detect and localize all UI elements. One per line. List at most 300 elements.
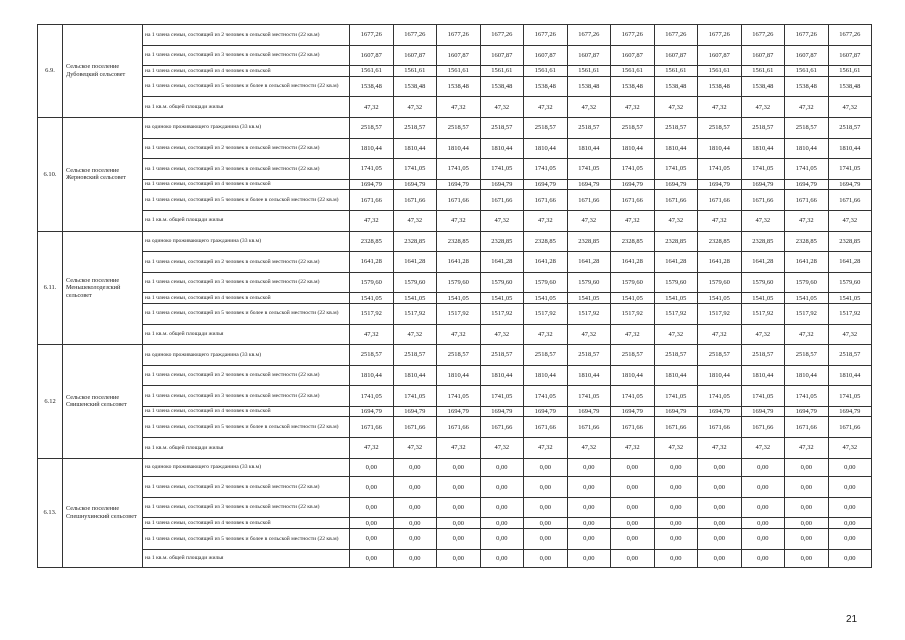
value-cell: 1671,66 (741, 190, 785, 211)
value-cell: 47,32 (654, 210, 698, 231)
settlement-name: Сельское поселение Жерновский сельсовет (63, 117, 143, 231)
value-cell: 0,00 (698, 497, 742, 518)
section-number: 6.11. (38, 231, 63, 345)
value-cell: 47,32 (437, 324, 481, 345)
table-row (38, 549, 872, 568)
value-cell: 1561,61 (350, 66, 394, 77)
value-cell: 1641,28 (567, 252, 611, 273)
value-cell: 1541,05 (437, 293, 481, 304)
value-cell: 1641,28 (524, 252, 568, 273)
value-cell: 47,32 (698, 210, 742, 231)
value-cell: 47,32 (524, 438, 568, 459)
value-cell: 47,32 (567, 324, 611, 345)
value-cell: 0,00 (785, 529, 829, 550)
row-description: на одиноко проживающего гражданина (33 кв.м) (143, 458, 350, 477)
table-row (38, 438, 872, 459)
rates-table (37, 24, 872, 568)
value-cell: 47,32 (567, 438, 611, 459)
value-cell: 47,32 (654, 324, 698, 345)
value-cell: 1579,60 (828, 272, 872, 293)
value-cell: 1607,87 (654, 45, 698, 66)
value-cell: 1538,48 (654, 76, 698, 97)
row-description: на 1 члена семьи, состоящей из 3 человек в сельской местности (22 кв.м) (143, 45, 350, 66)
value-cell: 1641,28 (785, 252, 829, 273)
value-cell: 47,32 (437, 210, 481, 231)
value-cell: 1541,05 (393, 293, 437, 304)
value-cell: 0,00 (437, 518, 481, 529)
value-cell: 47,32 (741, 97, 785, 118)
value-cell: 0,00 (567, 529, 611, 550)
row-description: на 1 члена семьи, состоящей из 4 человек в сельской (143, 179, 350, 190)
table-row (38, 518, 872, 529)
row-description: на 1 члена семьи, состоящей из 5 человек и более в сельской местности (22 кв.м) (143, 529, 350, 550)
value-cell: 1741,05 (480, 386, 524, 407)
row-description: на 1 члена семьи, состоящей из 2 человек в сельской местности (22 кв.м) (143, 365, 350, 386)
row-description: на 1 члена семьи, состоящей из 5 человек и более в сельской местности (22 кв.м) (143, 303, 350, 324)
value-cell: 2518,57 (350, 117, 394, 138)
value-cell: 47,32 (567, 210, 611, 231)
value-cell: 1671,66 (611, 190, 655, 211)
table-row (38, 293, 872, 304)
value-cell: 1579,60 (350, 272, 394, 293)
page-number: 21 (846, 614, 858, 625)
value-cell: 1671,66 (524, 417, 568, 438)
value-cell: 1741,05 (350, 159, 394, 180)
value-cell: 1671,66 (741, 417, 785, 438)
value-cell: 0,00 (611, 529, 655, 550)
table-row (38, 497, 872, 518)
value-cell: 1677,26 (350, 25, 394, 46)
value-cell: 1694,79 (698, 406, 742, 417)
value-cell: 1694,79 (350, 406, 394, 417)
row-description: на одиноко проживающего гражданина (33 кв.м) (143, 117, 350, 138)
value-cell: 47,32 (785, 97, 829, 118)
value-cell: 47,32 (437, 97, 481, 118)
value-cell: 1810,44 (785, 365, 829, 386)
value-cell: 1694,79 (567, 179, 611, 190)
value-cell: 0,00 (524, 458, 568, 477)
value-cell: 0,00 (350, 458, 394, 477)
table-row (38, 365, 872, 386)
row-description: на 1 члена семьи, состоящей из 2 человек в сельской местности (22 кв.м) (143, 477, 350, 498)
value-cell: 1517,92 (828, 303, 872, 324)
value-cell: 1810,44 (611, 365, 655, 386)
value-cell: 1579,60 (567, 272, 611, 293)
row-description: на 1 члена семьи, состоящей из 2 человек в сельской местности (22 кв.м) (143, 25, 350, 46)
value-cell: 1579,60 (654, 272, 698, 293)
value-cell: 0,00 (567, 497, 611, 518)
value-cell: 0,00 (480, 529, 524, 550)
value-cell: 47,32 (785, 438, 829, 459)
value-cell: 0,00 (698, 549, 742, 568)
value-cell: 0,00 (524, 477, 568, 498)
value-cell: 47,32 (480, 210, 524, 231)
table-row (38, 66, 872, 77)
value-cell: 1694,79 (611, 179, 655, 190)
value-cell: 1671,66 (393, 417, 437, 438)
value-cell: 1810,44 (698, 138, 742, 159)
value-cell: 2328,85 (567, 231, 611, 252)
value-cell: 1538,48 (785, 76, 829, 97)
value-cell: 0,00 (393, 497, 437, 518)
value-cell: 1579,60 (698, 272, 742, 293)
value-cell: 0,00 (741, 529, 785, 550)
value-cell: 1671,66 (785, 417, 829, 438)
value-cell: 47,32 (741, 210, 785, 231)
value-cell: 1741,05 (828, 386, 872, 407)
value-cell: 47,32 (350, 210, 394, 231)
value-cell: 1641,28 (741, 252, 785, 273)
value-cell: 1607,87 (437, 45, 481, 66)
value-cell: 2518,57 (393, 117, 437, 138)
value-cell: 47,32 (567, 97, 611, 118)
value-cell: 0,00 (350, 549, 394, 568)
value-cell: 1538,48 (437, 76, 481, 97)
value-cell: 1541,05 (741, 293, 785, 304)
value-cell: 2328,85 (393, 231, 437, 252)
value-cell: 0,00 (437, 497, 481, 518)
value-cell: 47,32 (828, 97, 872, 118)
value-cell: 1538,48 (393, 76, 437, 97)
value-cell: 2518,57 (654, 345, 698, 366)
value-cell: 1694,79 (828, 406, 872, 417)
value-cell: 2518,57 (350, 345, 394, 366)
value-cell: 1561,61 (567, 66, 611, 77)
value-cell: 2518,57 (393, 345, 437, 366)
value-cell: 1741,05 (524, 159, 568, 180)
table-row (38, 231, 872, 252)
value-cell: 2328,85 (437, 231, 481, 252)
value-cell: 0,00 (654, 518, 698, 529)
value-cell: 1607,87 (698, 45, 742, 66)
value-cell: 0,00 (828, 549, 872, 568)
value-cell: 1810,44 (828, 365, 872, 386)
value-cell: 0,00 (480, 549, 524, 568)
value-cell: 1694,79 (480, 406, 524, 417)
table-row (38, 529, 872, 550)
value-cell: 2328,85 (611, 231, 655, 252)
value-cell: 0,00 (524, 497, 568, 518)
value-cell: 0,00 (611, 549, 655, 568)
value-cell: 1677,26 (524, 25, 568, 46)
value-cell: 47,32 (393, 210, 437, 231)
value-cell: 1741,05 (567, 386, 611, 407)
value-cell: 1694,79 (741, 179, 785, 190)
table-row (38, 252, 872, 273)
value-cell: 47,32 (828, 438, 872, 459)
value-cell: 47,32 (611, 210, 655, 231)
value-cell: 1694,79 (654, 406, 698, 417)
value-cell: 0,00 (741, 477, 785, 498)
value-cell: 1607,87 (350, 45, 394, 66)
section-number: 6.10. (38, 117, 63, 231)
value-cell: 1694,79 (785, 179, 829, 190)
row-description: на 1 члена семьи, состоящей из 3 человек в сельской местности (22 кв.м) (143, 272, 350, 293)
value-cell: 2518,57 (698, 117, 742, 138)
value-cell: 1517,92 (785, 303, 829, 324)
value-cell: 2518,57 (437, 117, 481, 138)
value-cell: 1538,48 (611, 76, 655, 97)
value-cell: 1538,48 (567, 76, 611, 97)
table-row (38, 345, 872, 366)
value-cell: 1694,79 (393, 406, 437, 417)
value-cell: 1810,44 (480, 365, 524, 386)
value-cell: 1677,26 (437, 25, 481, 46)
value-cell: 47,32 (741, 438, 785, 459)
value-cell: 1741,05 (741, 159, 785, 180)
value-cell: 2518,57 (567, 117, 611, 138)
value-cell: 1561,61 (654, 66, 698, 77)
value-cell: 1741,05 (654, 159, 698, 180)
value-cell: 0,00 (480, 477, 524, 498)
value-cell: 0,00 (654, 497, 698, 518)
value-cell: 1541,05 (567, 293, 611, 304)
table-row (38, 179, 872, 190)
value-cell: 1607,87 (393, 45, 437, 66)
value-cell: 1677,26 (828, 25, 872, 46)
value-cell: 0,00 (698, 529, 742, 550)
value-cell: 1810,44 (567, 365, 611, 386)
value-cell: 2518,57 (785, 345, 829, 366)
value-cell: 1810,44 (524, 365, 568, 386)
value-cell: 1641,28 (480, 252, 524, 273)
value-cell: 1741,05 (437, 159, 481, 180)
value-cell: 1538,48 (741, 76, 785, 97)
value-cell: 1741,05 (828, 159, 872, 180)
value-cell: 47,32 (698, 438, 742, 459)
value-cell: 1541,05 (785, 293, 829, 304)
value-cell: 47,32 (698, 97, 742, 118)
value-cell: 1561,61 (480, 66, 524, 77)
value-cell: 0,00 (567, 549, 611, 568)
value-cell: 1579,60 (611, 272, 655, 293)
value-cell: 0,00 (350, 518, 394, 529)
value-cell: 1641,28 (654, 252, 698, 273)
table-row (38, 97, 872, 118)
value-cell: 1694,79 (524, 406, 568, 417)
value-cell: 2518,57 (524, 345, 568, 366)
value-cell: 2328,85 (698, 231, 742, 252)
value-cell: 0,00 (524, 518, 568, 529)
value-cell: 1741,05 (741, 386, 785, 407)
value-cell: 1607,87 (785, 45, 829, 66)
row-description: на 1 члена семьи, состоящей из 3 человек в сельской местности (22 кв.м) (143, 497, 350, 518)
table-row (38, 138, 872, 159)
value-cell: 0,00 (828, 518, 872, 529)
value-cell: 47,32 (654, 438, 698, 459)
value-cell: 1517,92 (393, 303, 437, 324)
value-cell: 0,00 (393, 477, 437, 498)
row-description: на 1 члена семьи, состоящей из 3 человек в сельской местности (22 кв.м) (143, 386, 350, 407)
value-cell: 1741,05 (524, 386, 568, 407)
value-cell: 1561,61 (741, 66, 785, 77)
value-cell: 1671,66 (828, 190, 872, 211)
settlement-name: Сельское поселение Спешнухинский сельсовет (63, 458, 143, 568)
value-cell: 47,32 (393, 438, 437, 459)
value-cell: 1607,87 (567, 45, 611, 66)
value-cell: 0,00 (393, 549, 437, 568)
value-cell: 1671,66 (785, 190, 829, 211)
value-cell: 0,00 (567, 477, 611, 498)
value-cell: 0,00 (785, 458, 829, 477)
value-cell: 1561,61 (828, 66, 872, 77)
value-cell: 0,00 (480, 518, 524, 529)
value-cell: 1694,79 (480, 179, 524, 190)
value-cell: 0,00 (741, 458, 785, 477)
value-cell: 2518,57 (524, 117, 568, 138)
value-cell: 47,32 (785, 324, 829, 345)
value-cell: 0,00 (567, 518, 611, 529)
value-cell: 1810,44 (437, 365, 481, 386)
value-cell: 47,32 (393, 324, 437, 345)
value-cell: 2518,57 (437, 345, 481, 366)
value-cell: 1561,61 (785, 66, 829, 77)
value-cell: 1607,87 (611, 45, 655, 66)
row-description: на одиноко проживающего гражданина (33 кв.м) (143, 231, 350, 252)
value-cell: 0,00 (393, 458, 437, 477)
value-cell: 47,32 (480, 438, 524, 459)
value-cell: 1741,05 (698, 386, 742, 407)
value-cell: 0,00 (611, 518, 655, 529)
value-cell: 47,32 (654, 97, 698, 118)
value-cell: 2518,57 (654, 117, 698, 138)
value-cell: 2328,85 (741, 231, 785, 252)
value-cell: 0,00 (437, 529, 481, 550)
value-cell: 1671,66 (437, 417, 481, 438)
value-cell: 1741,05 (393, 386, 437, 407)
value-cell: 1641,28 (437, 252, 481, 273)
value-cell: 47,32 (437, 438, 481, 459)
table-row (38, 190, 872, 211)
value-cell: 1810,44 (741, 365, 785, 386)
value-cell: 47,32 (828, 210, 872, 231)
value-cell: 1810,44 (698, 365, 742, 386)
value-cell: 1694,79 (437, 406, 481, 417)
row-description: на 1 члена семьи, состоящей из 5 человек и более в сельской местности (22 кв.м) (143, 417, 350, 438)
value-cell: 0,00 (437, 458, 481, 477)
value-cell: 47,32 (350, 324, 394, 345)
row-description: на 1 члена семьи, состоящей из 4 человек в сельской (143, 293, 350, 304)
value-cell: 2328,85 (480, 231, 524, 252)
value-cell: 1671,66 (393, 190, 437, 211)
table-row (38, 417, 872, 438)
value-cell: 2328,85 (828, 231, 872, 252)
row-description: на 1 члена семьи, состоящей из 2 человек в сельской местности (22 кв.м) (143, 138, 350, 159)
value-cell: 2328,85 (524, 231, 568, 252)
value-cell: 0,00 (828, 477, 872, 498)
value-cell: 0,00 (785, 477, 829, 498)
value-cell: 1694,79 (828, 179, 872, 190)
value-cell: 0,00 (524, 529, 568, 550)
value-cell: 1694,79 (524, 179, 568, 190)
value-cell: 1641,28 (350, 252, 394, 273)
value-cell: 0,00 (785, 518, 829, 529)
settlement-name: Сельское поселение Свишенский сельсовет (63, 345, 143, 459)
value-cell: 1561,61 (698, 66, 742, 77)
value-cell: 1607,87 (741, 45, 785, 66)
value-cell: 1541,05 (698, 293, 742, 304)
value-cell: 0,00 (611, 477, 655, 498)
value-cell: 1541,05 (350, 293, 394, 304)
value-cell: 1810,44 (567, 138, 611, 159)
value-cell: 2518,57 (828, 117, 872, 138)
value-cell: 0,00 (698, 477, 742, 498)
value-cell: 0,00 (437, 549, 481, 568)
value-cell: 1741,05 (611, 386, 655, 407)
value-cell: 47,32 (741, 324, 785, 345)
value-cell: 1810,44 (741, 138, 785, 159)
value-cell: 0,00 (785, 549, 829, 568)
value-cell: 0,00 (524, 549, 568, 568)
value-cell: 1671,66 (654, 190, 698, 211)
row-description: на 1 члена семьи, состоящей из 2 человек в сельской местности (22 кв.м) (143, 252, 350, 273)
value-cell: 0,00 (611, 497, 655, 518)
value-cell: 0,00 (350, 477, 394, 498)
table-row (38, 272, 872, 293)
value-cell: 1517,92 (567, 303, 611, 324)
row-description: на 1 кв.м. общей площади жилья (143, 549, 350, 568)
value-cell: 47,32 (524, 324, 568, 345)
value-cell: 1810,44 (393, 138, 437, 159)
value-cell: 1579,60 (741, 272, 785, 293)
value-cell: 1671,66 (698, 417, 742, 438)
value-cell: 1810,44 (524, 138, 568, 159)
value-cell: 0,00 (611, 458, 655, 477)
value-cell: 1677,26 (654, 25, 698, 46)
value-cell: 1517,92 (741, 303, 785, 324)
value-cell: 1741,05 (785, 386, 829, 407)
value-cell: 1561,61 (437, 66, 481, 77)
value-cell: 47,32 (350, 438, 394, 459)
value-cell: 47,32 (785, 210, 829, 231)
value-cell: 2518,57 (828, 345, 872, 366)
value-cell: 1671,66 (654, 417, 698, 438)
value-cell: 1741,05 (350, 386, 394, 407)
value-cell: 1741,05 (611, 159, 655, 180)
value-cell: 1671,66 (611, 417, 655, 438)
value-cell: 0,00 (828, 458, 872, 477)
value-cell: 1694,79 (785, 406, 829, 417)
document-page (37, 24, 871, 568)
value-cell: 1607,87 (828, 45, 872, 66)
table-row (38, 25, 872, 46)
value-cell: 1538,48 (350, 76, 394, 97)
value-cell: 2518,57 (567, 345, 611, 366)
table-row (38, 386, 872, 407)
value-cell: 47,32 (611, 438, 655, 459)
value-cell: 0,00 (654, 529, 698, 550)
value-cell: 1641,28 (611, 252, 655, 273)
value-cell: 1810,44 (654, 365, 698, 386)
value-cell: 1741,05 (698, 159, 742, 180)
value-cell: 47,32 (524, 210, 568, 231)
row-description: на 1 члена семьи, состоящей из 4 человек в сельской (143, 406, 350, 417)
value-cell: 1641,28 (393, 252, 437, 273)
value-cell: 1517,92 (350, 303, 394, 324)
value-cell: 1741,05 (437, 386, 481, 407)
value-cell: 47,32 (480, 97, 524, 118)
table-row (38, 117, 872, 138)
value-cell: 2518,57 (480, 345, 524, 366)
value-cell: 1671,66 (698, 190, 742, 211)
value-cell: 1541,05 (480, 293, 524, 304)
value-cell: 1671,66 (567, 417, 611, 438)
value-cell: 0,00 (828, 529, 872, 550)
row-description: на 1 кв.м. общей площади жилья (143, 324, 350, 345)
value-cell: 1677,26 (393, 25, 437, 46)
value-cell: 0,00 (393, 529, 437, 550)
table-row (38, 406, 872, 417)
